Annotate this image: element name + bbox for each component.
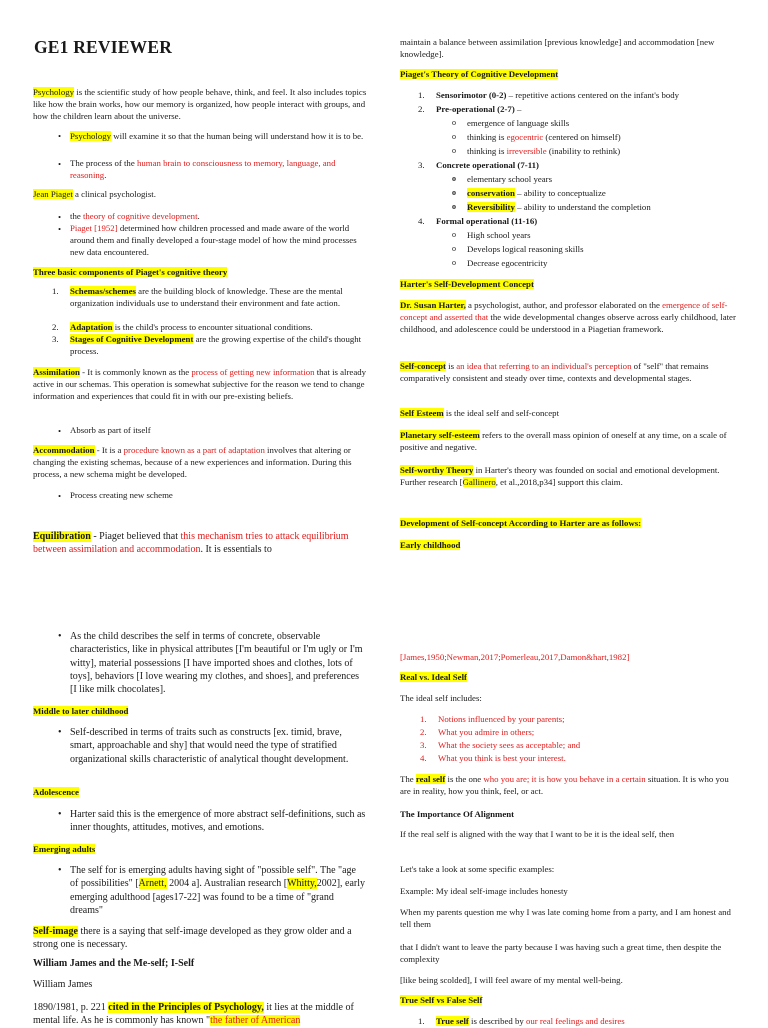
true-vs-false-heading: True Self vs False Self [400,995,483,1005]
examples-intro: Let's take a look at some specific examples: [400,864,555,874]
equilibration-continued: maintain a balance between assimilation [previous knowledge] and accommodation [new knowledge]. [400,37,715,60]
components-heading: Three basic components of Piaget's cognitive theory [33,267,228,277]
piaget-bullet-1: the theory of cognitive development. [70,211,200,221]
equilibration-definition: Equilibration - Piaget believed that this mechanism tries to attack equilibrium between assimilation and accommodation. It is essentials to [33,531,349,556]
party-paragraph: that I didn't want to leave the party because I was having such a great time, then despite the complexity [400,942,722,965]
component-item-1: 1. Schemas/schemes are the building block of knowledge. These are the mental organization individuals use to understand their environment and fate action. [52,286,343,309]
stage-4-sub-a: o High school years [452,230,531,240]
harter-intro: Dr. Susan Harter, a psychologist, author, and professor elaborated on the emergence of self- concept and asserted that the wide developmental changes observe across early childhood, later childhood, and adolescence could be understood in a Piagetian framework. [400,300,736,335]
self-worthy-theory-definition: Self-worthy Theory in Harter's theory was founded on social and emotional development. Further research [Gallinero, et al.,2018,p34] support this claim. [400,465,720,488]
psychology-bullet-2: The process of the human brain to consciousness to memory, language, and reasoning. [70,158,336,181]
citation-line: [James,1950;Newman,2017;Pomerleau,2017,Damon&hart,1982] [400,652,630,662]
stage-3: 3. Concrete operational (7-11) [418,160,539,170]
stage-3-sub-b: o conservation – ability to conceptualize [452,188,606,198]
real-self-definition: The real self is the one who you are; it is how you behave in a certain situation. It is who you are in reality, how you think, feel, or act. [400,774,729,797]
psychology-definition: Psychology is the scientific study of how people behave, think, and feel. It also includes topics like how the brain works, how our memory is organized, how people interact with groups, and how the children learn about the universe. [33,87,367,122]
true-self-item: 1. True self is described by our real feelings and desires [418,1016,625,1026]
ideal-self-intro: The ideal self includes: [400,693,482,703]
ideal-item-1: 1. Notions influenced by your parents; [420,714,565,724]
page-2 [0,512,768,1027]
harter-heading: Harter's Self-Development Concept [400,279,534,289]
adolescence-heading: Adolescence [33,787,79,797]
stage-4: 4. Formal operational (11-16) [418,216,538,226]
real-vs-ideal-heading: Real vs. Ideal Self [400,672,467,682]
ideal-item-2: 2. What you admire in others; [420,727,535,737]
alignment-paragraph: If the real self is aligned with the way that I want to be it is the ideal self, then [400,829,675,839]
early-childhood-heading: Early childhood [400,540,461,550]
page-title: GE1 REVIEWER [34,37,173,57]
stage-3-sub-a: o elementary school years [452,174,553,184]
example-line: Example: My ideal self-image includes honesty [400,886,568,896]
emerging-adults-heading: Emerging adults [33,844,96,854]
stage-4-sub-b: o Develops logical reasoning skills [452,244,584,254]
scolded-paragraph: [like being scolded], I will feel aware of my mental well-being. [400,975,623,985]
stage-2-sub-b: o thinking is egocentric (centered on himself) [452,132,621,142]
jean-piaget-line: Jean Piaget a clinical psychologist. [33,189,156,199]
planetary-self-esteem-definition: Planetary self-esteem refers to the overall mass opinion of oneself at any time, on a scale of positive and negative. [400,430,727,453]
piaget-bullet-2: Piaget [1952] determined how children processed and made aware of the world around them and finally developed a four-stage model of how the mind processes new data encountered. [70,223,357,258]
component-item-3: 3. Stages of Cognitive Development are the growing expertise of the child's thought process. [52,334,362,357]
accommodation-bullet: Process creating new scheme [70,490,173,500]
william-james-paragraph: 1890/1981, p. 221 cited in the Principles of Psychology, it lies at the middle of mental life. As he is commonly has known "the father of American [33,1002,354,1027]
stage-3-sub-c: o Reversibility – ability to understand the completion [452,202,651,212]
william-james-name: William James [33,979,93,990]
william-james-heading: William James and the Me-self; I-Self [33,958,195,969]
accommodation-definition: Accommodation - It is a procedure known as a part of adaptation involves that altering or changing the existing schemas, because of a new experiences and information. During this process, a new schema might be developed. [33,445,352,480]
cognitive-stages-heading: Piaget's Theory of Cognitive Development [400,69,559,79]
self-esteem-definition: Self Esteem is the ideal self and self-concept [400,408,560,418]
stage-2: 2. Pre-operational (2-7) – [418,104,522,114]
middle-childhood-bullet: Self-described in terms of traits such as constructs [ex. timid, brave, smart, approachable and shy] that would need the type of stratified organizational skills characteristic of analytical thought development. [70,727,349,765]
self-image-definition: Self-image there is a saying that self-image developed as they grow older and a strong one is necessary. [33,926,352,951]
middle-childhood-heading: Middle to later childhood [33,706,129,716]
stage-4-sub-c: o Decrease egocentricity [452,258,548,268]
stage-2-sub-a: o emergence of language skills [452,118,570,128]
psychology-bullet-1: Psychology will examine it so that the human being will understand how it is to be. [70,131,364,141]
ideal-item-4: 4. What you think is best your interest. [420,753,566,763]
stage-2-sub-c: o thinking is irreversible (inability to rethink) [452,146,621,156]
adolescence-bullet: Harter said this is the emergence of more abstract self-definitions, such as inner thoughts, attitudes, motives, and emotions. [70,809,366,834]
development-heading: Development of Self-concept According to Harter are as follows: [400,518,642,528]
assimilation-definition: Assimilation - It is commonly known as the process of getting new information that is already active in our schemas. This operation is somewhat subjective for the reason we tend to change information and experiences that could fit in with our pre-existing beliefs. [33,367,367,402]
parents-paragraph: When my parents question me why I was late coming home from a party, and I am honest and tell them [400,907,731,930]
emerging-adults-bullet: The self for is emerging adults having sight of "possible self". The "age of possibilities" [Arnett, 2004 a]. Australian research [Whitty,2002], early emerging adulthood [ages17-22] was found to be a time of "grand dreams" [70,865,366,916]
stage-1: 1. Sensorimotor (0-2) – repetitive actions centered on the infant's body [418,90,680,100]
component-item-2: 2. Adaptation is the child's process to encounter situational conditions. [52,322,313,332]
self-concept-definition: Self-concept is an idea that referring to an individual's perception of "self" that remains comparatively consistent and steady over time, contexts and developmental stages. [400,361,709,384]
assimilation-bullet: Absorb as part of itself [70,425,151,435]
alignment-heading: The Importance Of Alignment [400,809,515,819]
ideal-item-3: 3. What the society sees as acceptable; and [420,740,581,750]
early-childhood-bullet: As the child describes the self in terms of concrete, observable characteristics, like in physical attributes [I'm beautiful or I'm ugly or I'm witty], material possessions [I have imported shoes and clothes, lots of toys], behaviors [I love wearing my clothes, and shoes], and preferences [I like milk chocolates]. [70,631,363,696]
